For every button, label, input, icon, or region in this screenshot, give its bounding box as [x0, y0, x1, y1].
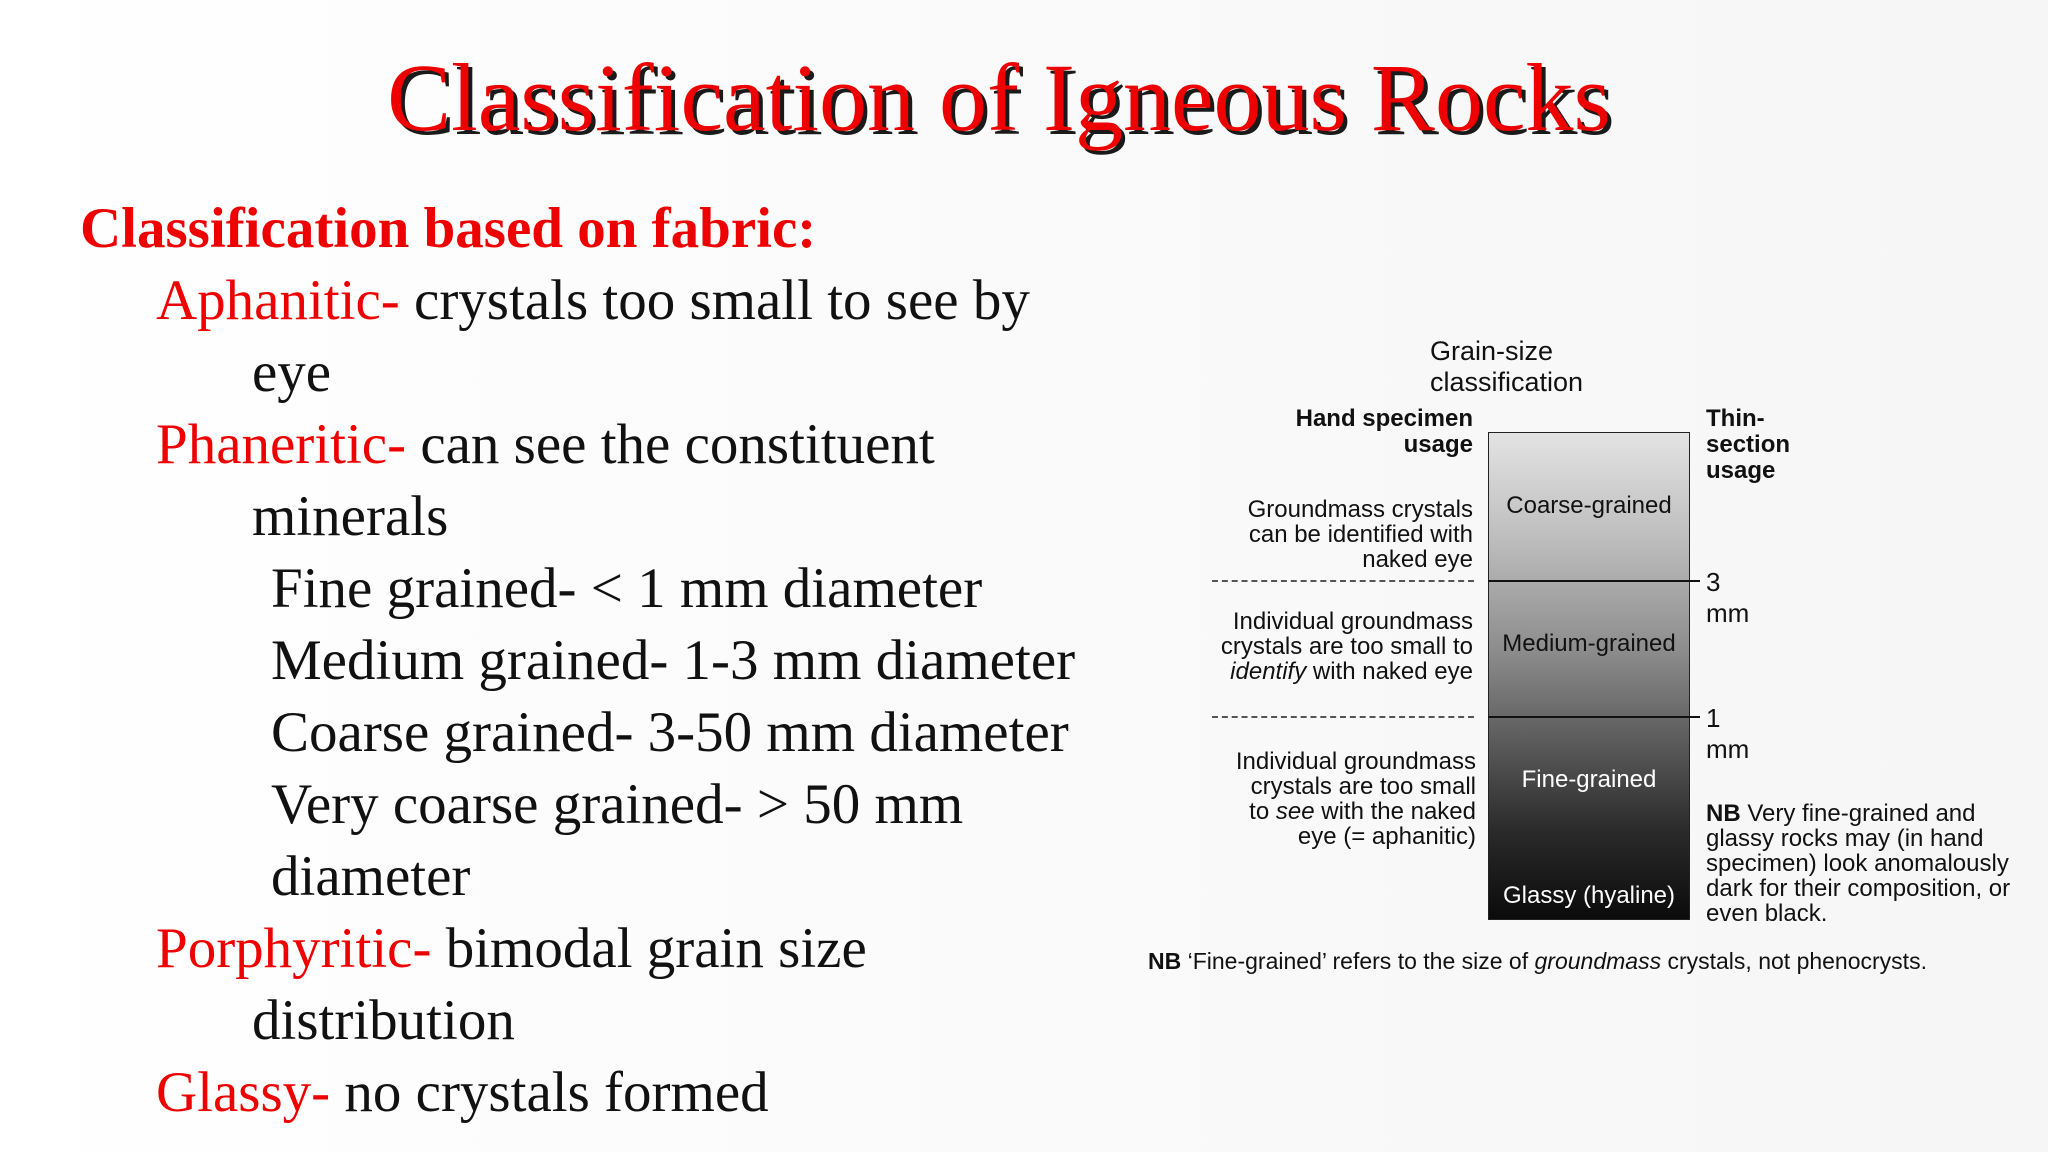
slide-title: Classification of Igneous Rocks [387, 44, 1611, 151]
description-line: Groundmass crystals [1247, 496, 1473, 523]
aphanitic-term: Aphanitic- [156, 269, 400, 332]
nb-note-text: crystals, not phenocrysts. [1661, 948, 1927, 974]
fine-hand-description [1160, 749, 1476, 849]
figure-title: Grain-size classification [1430, 336, 1584, 397]
very-coarse-grained-line: Very coarse grained- > 50 mm [271, 773, 964, 836]
dashed-divider [1212, 716, 1474, 718]
description-line: crystals are too small to [1220, 633, 1473, 660]
phaneritic-line [80, 409, 1160, 481]
hand-specimen-header [1180, 406, 1473, 458]
description-fragment: with naked eye [1306, 658, 1473, 685]
boundary-label-1mm: 1 mm [1706, 703, 1750, 764]
italic-word: groundmass [1534, 948, 1662, 974]
very-coarse-grained-continuation: diameter [271, 845, 471, 908]
nb-label: NB [1148, 948, 1182, 974]
coarse-hand-description [1160, 497, 1473, 572]
description-line: naked eye [1362, 546, 1473, 573]
thin-section-header [1706, 406, 1790, 484]
medium-hand-description [1160, 609, 1473, 684]
aphanitic-description: crystals too small to see by [399, 269, 1030, 332]
segment-label-glassy: Glassy (hyaline) [1502, 882, 1676, 909]
aphanitic-continuation: eye [252, 341, 332, 404]
glassy-term: Glassy- [156, 1061, 331, 1124]
nb-note-dark-rocks [1706, 801, 2036, 926]
hand-specimen-header-line: Hand specimen [1295, 405, 1473, 432]
fine-grained-line: Fine grained- < 1 mm diameter [271, 557, 983, 620]
description-line: Individual groundmass [1235, 748, 1476, 775]
description-line [1160, 799, 1476, 824]
description-fragment: to [1249, 798, 1276, 825]
phaneritic-continuation: minerals [252, 485, 449, 548]
nb-note-fine-grained [1148, 948, 1927, 975]
aphanitic-line [80, 265, 1160, 337]
porphyritic-term: Porphyritic- [156, 917, 432, 980]
glassy-line [80, 1057, 1160, 1129]
fabric-classification-text [80, 193, 1160, 1129]
dashed-divider [1212, 580, 1474, 582]
porphyritic-description: bimodal grain size [431, 917, 867, 980]
description-fragment: with the naked [1314, 798, 1476, 825]
segment-label-coarse: Coarse-grained [1506, 492, 1672, 519]
segment-label-medium: Medium-grained [1502, 630, 1676, 657]
phaneritic-term: Phaneritic- [156, 413, 407, 476]
nb-label: NB [1706, 800, 1741, 827]
boundary-tick [1690, 580, 1700, 582]
description-line [1160, 659, 1473, 684]
italic-word: identify [1230, 658, 1307, 685]
coarse-grained-line: Coarse grained- 3-50 mm diameter [271, 701, 1069, 764]
column-boundary-line [1488, 580, 1690, 582]
phaneritic-description: can see the constituent [406, 413, 935, 476]
description-line: eye (= aphanitic) [1297, 823, 1476, 850]
italic-word: see [1275, 798, 1315, 825]
segment-label-fine: Fine-grained [1521, 766, 1657, 793]
medium-grained-line: Medium grained- 1-3 mm diameter [271, 629, 1076, 692]
thin-section-header-line: Thin-section [1706, 405, 1791, 458]
hand-specimen-header-line: usage [1403, 431, 1473, 458]
porphyritic-line [80, 913, 1160, 985]
fabric-heading: Classification based on fabric: [80, 197, 817, 260]
boundary-label-3mm: 3 mm [1706, 567, 1750, 628]
description-line: Individual groundmass [1232, 608, 1473, 635]
description-line: can be identified with [1248, 521, 1473, 548]
porphyritic-continuation: distribution [252, 989, 515, 1052]
boundary-tick [1690, 716, 1700, 718]
nb-note-text: Very fine-grained and glassy rocks may (in hand specimen) look anomalously dark for their composition, or even black. [1706, 800, 2011, 927]
nb-note-text: ‘Fine-grained’ refers to the size of [1181, 948, 1535, 974]
glassy-description: no crystals formed [330, 1061, 769, 1124]
thin-section-header-line: usage [1706, 457, 1776, 484]
column-boundary-line [1488, 716, 1690, 718]
description-line: crystals are too small [1250, 773, 1476, 800]
